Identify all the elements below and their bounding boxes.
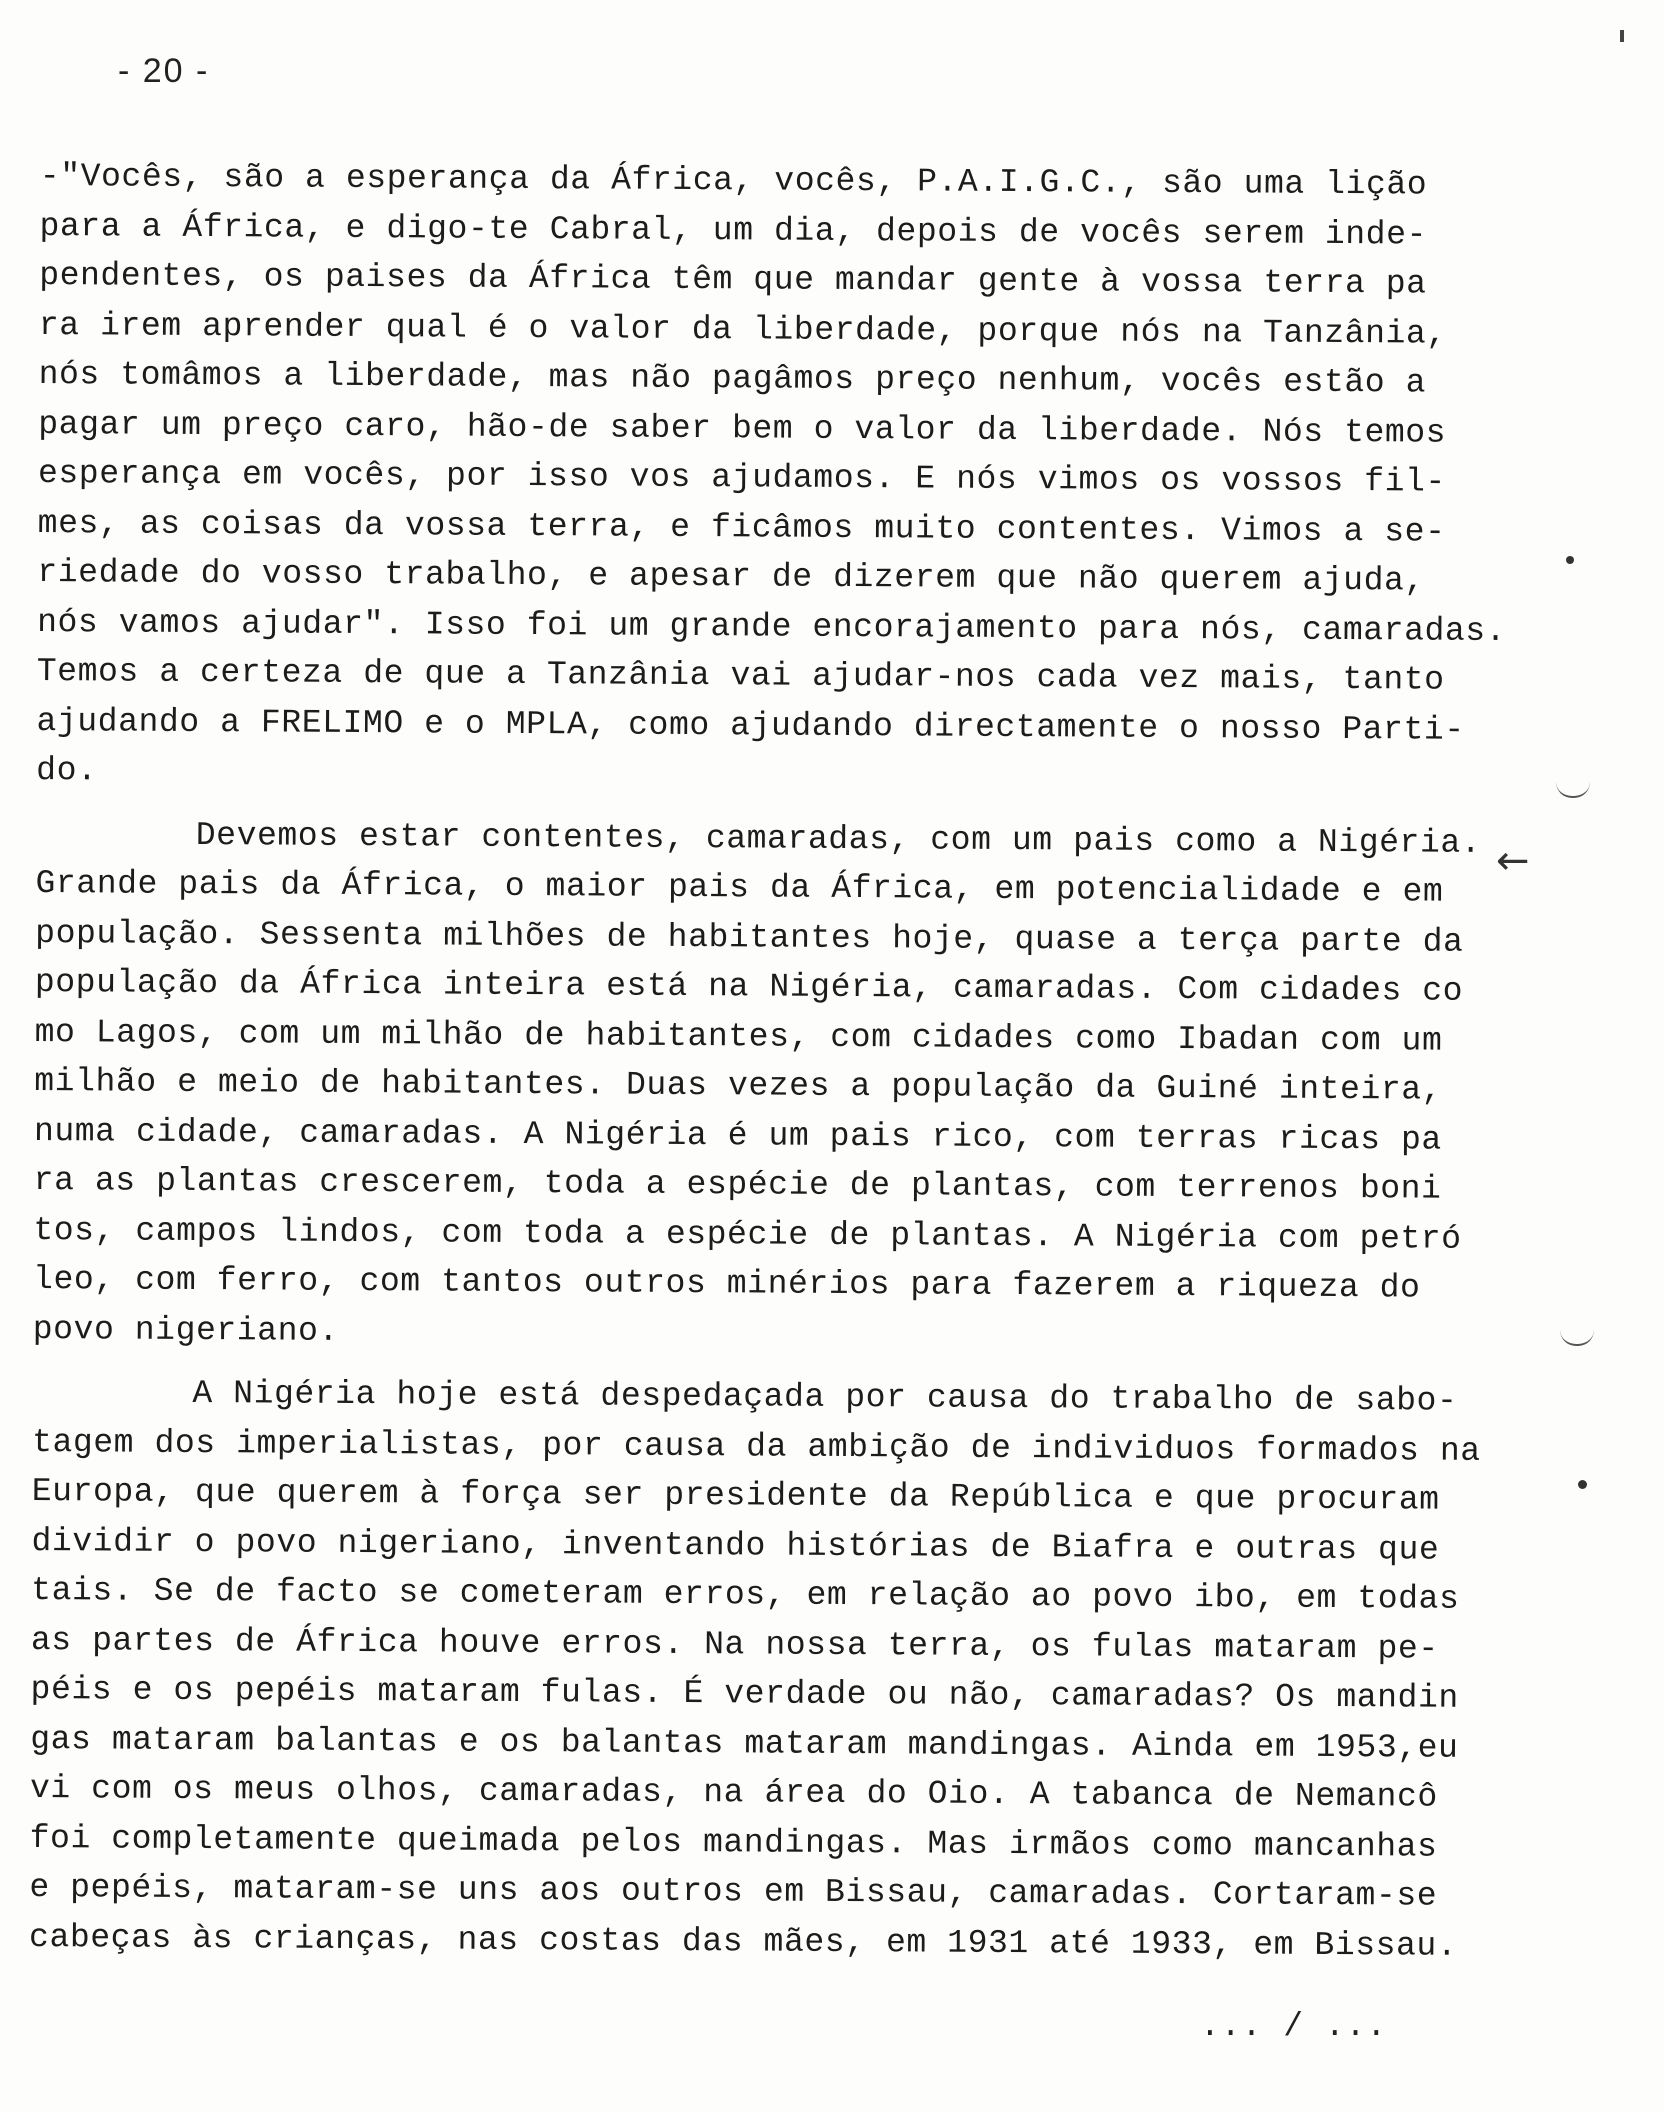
text-line: numa cidade, camaradas. A Nigéria é um pais rico, com terras ricas pa — [33, 1112, 1442, 1159]
text-line: ajudando a FRELIMO e o MPLA, como ajudando directamente o nosso Parti- — [36, 702, 1465, 749]
text-line: nós vamos ajudar". Isso foi um grande encorajamento para nós, camaradas. — [37, 603, 1507, 650]
continuation-marker: ... / ... — [1200, 2008, 1388, 2045]
text-line: riedade do vosso trabalho, e apesar de dizerem que não querem ajuda, — [37, 553, 1425, 600]
text-line: pendentes, os paises da África têm que mandar gente à vossa terra pa — [39, 256, 1427, 303]
text-line: nós tomâmos a liberdade, mas não pagâmos preço nenhum, vocês estão a — [38, 355, 1427, 402]
text-line: população da África inteira está na Nigéria, camaradas. Com cidades co — [34, 963, 1464, 1010]
text-line: as partes de África houve erros. Na nossa terra, os fulas mataram pe- — [30, 1621, 1439, 1668]
text-line: péis e os pepéis mataram fulas. É verdade ou não, camaradas? Os mandin — [30, 1670, 1459, 1717]
margin-curve-icon — [1556, 782, 1590, 798]
text-line: milhão e meio de habitantes. Duas vezes a população da Guiné inteira, — [34, 1062, 1443, 1109]
text-line: tais. Se de facto se cometeram erros, em relação ao povo ibo, em todas — [31, 1571, 1460, 1618]
paragraph-3 — [29, 1368, 1513, 1971]
body-text — [29, 152, 1520, 1971]
text-line: dividir o povo nigeriano, inventando histórias de Biafra e outras que — [31, 1522, 1440, 1569]
margin-dot-icon — [1578, 1480, 1587, 1489]
text-line: esperança em vocês, por isso vos ajudamos. E nós vimos os vossos fil- — [37, 454, 1446, 501]
text-line: ra irem aprender qual é o valor da liberdade, porque nós na Tanzânia, — [38, 306, 1447, 353]
text-line: para a África, e digo-te Cabral, um dia, depois de vocês serem inde- — [39, 207, 1428, 253]
paragraph-1 — [36, 152, 1520, 805]
text-line: leo, com ferro, com tantos outros minérios para fazerem a riqueza do — [32, 1260, 1421, 1307]
text-line: mes, as coisas da vossa terra, e ficâmos muito contentes. Vimos a se- — [37, 504, 1446, 551]
text-line: gas mataram balantas e os balantas mataram mandingas. Ainda em 1953,eu — [30, 1720, 1459, 1767]
text-line: do. — [36, 751, 98, 790]
margin-dot-icon — [1566, 556, 1574, 564]
text-line: vi com os meus olhos, camaradas, na área do Oio. A tabanca de Nemancô — [29, 1769, 1438, 1816]
text-line: Grande pais da África, o maior pais da África, em potencialidade e em — [35, 864, 1444, 911]
text-line: povo nigeriano. — [32, 1310, 339, 1350]
text-line: tagem dos imperialistas, por causa da ambição de individuos formados na — [32, 1423, 1481, 1470]
margin-curve-icon — [1560, 1330, 1594, 1346]
text-line: -"Vocês, são a esperança da África, vocês, P.A.I.G.C., são uma lição — [39, 157, 1428, 204]
text-line: foi completamente queimada pelos mandingas. Mas irmãos como mancanhas — [29, 1819, 1438, 1866]
text-line: Europa, que querem à força ser presidente da República e que procuram — [31, 1472, 1440, 1519]
text-line: cabeças às crianças, nas costas das mães, em 1931 até 1933, em Bissau. — [28, 1918, 1458, 1965]
margin-tick-icon — [1620, 30, 1624, 42]
text-line: pagar um preço caro, hão-de saber bem o valor da liberdade. Nós temos — [38, 405, 1447, 452]
text-line: Devemos estar contentes, camaradas, com um pais como a Nigéria. — [195, 816, 1482, 862]
text-line: mo Lagos, com um milhão de habitantes, com cidades como Ibadan com um — [34, 1013, 1443, 1060]
text-line: população. Sessenta milhões de habitantes hoje, quase a terça parte da — [35, 914, 1464, 961]
paragraph-2 — [33, 809, 1516, 1363]
page-number: - 20 - — [118, 52, 210, 90]
text-line: Temos a certeza de que a Tanzânia vai ajudar-nos cada vez mais, tanto — [36, 652, 1445, 699]
text-line: e pepéis, mataram-se uns aos outros em Bissau, camaradas. Cortaram-se — [29, 1868, 1438, 1915]
text-line: ra as plantas crescerem, toda a espécie de plantas, com terrenos boni — [33, 1161, 1442, 1208]
text-line: A Nigéria hoje está despedaçada por causa do trabalho de sabo- — [192, 1374, 1458, 1420]
text-line: tos, campos lindos, com toda a espécie de plantas. A Nigéria com petró — [33, 1211, 1462, 1258]
margin-arrow-icon: ← — [1496, 838, 1530, 884]
